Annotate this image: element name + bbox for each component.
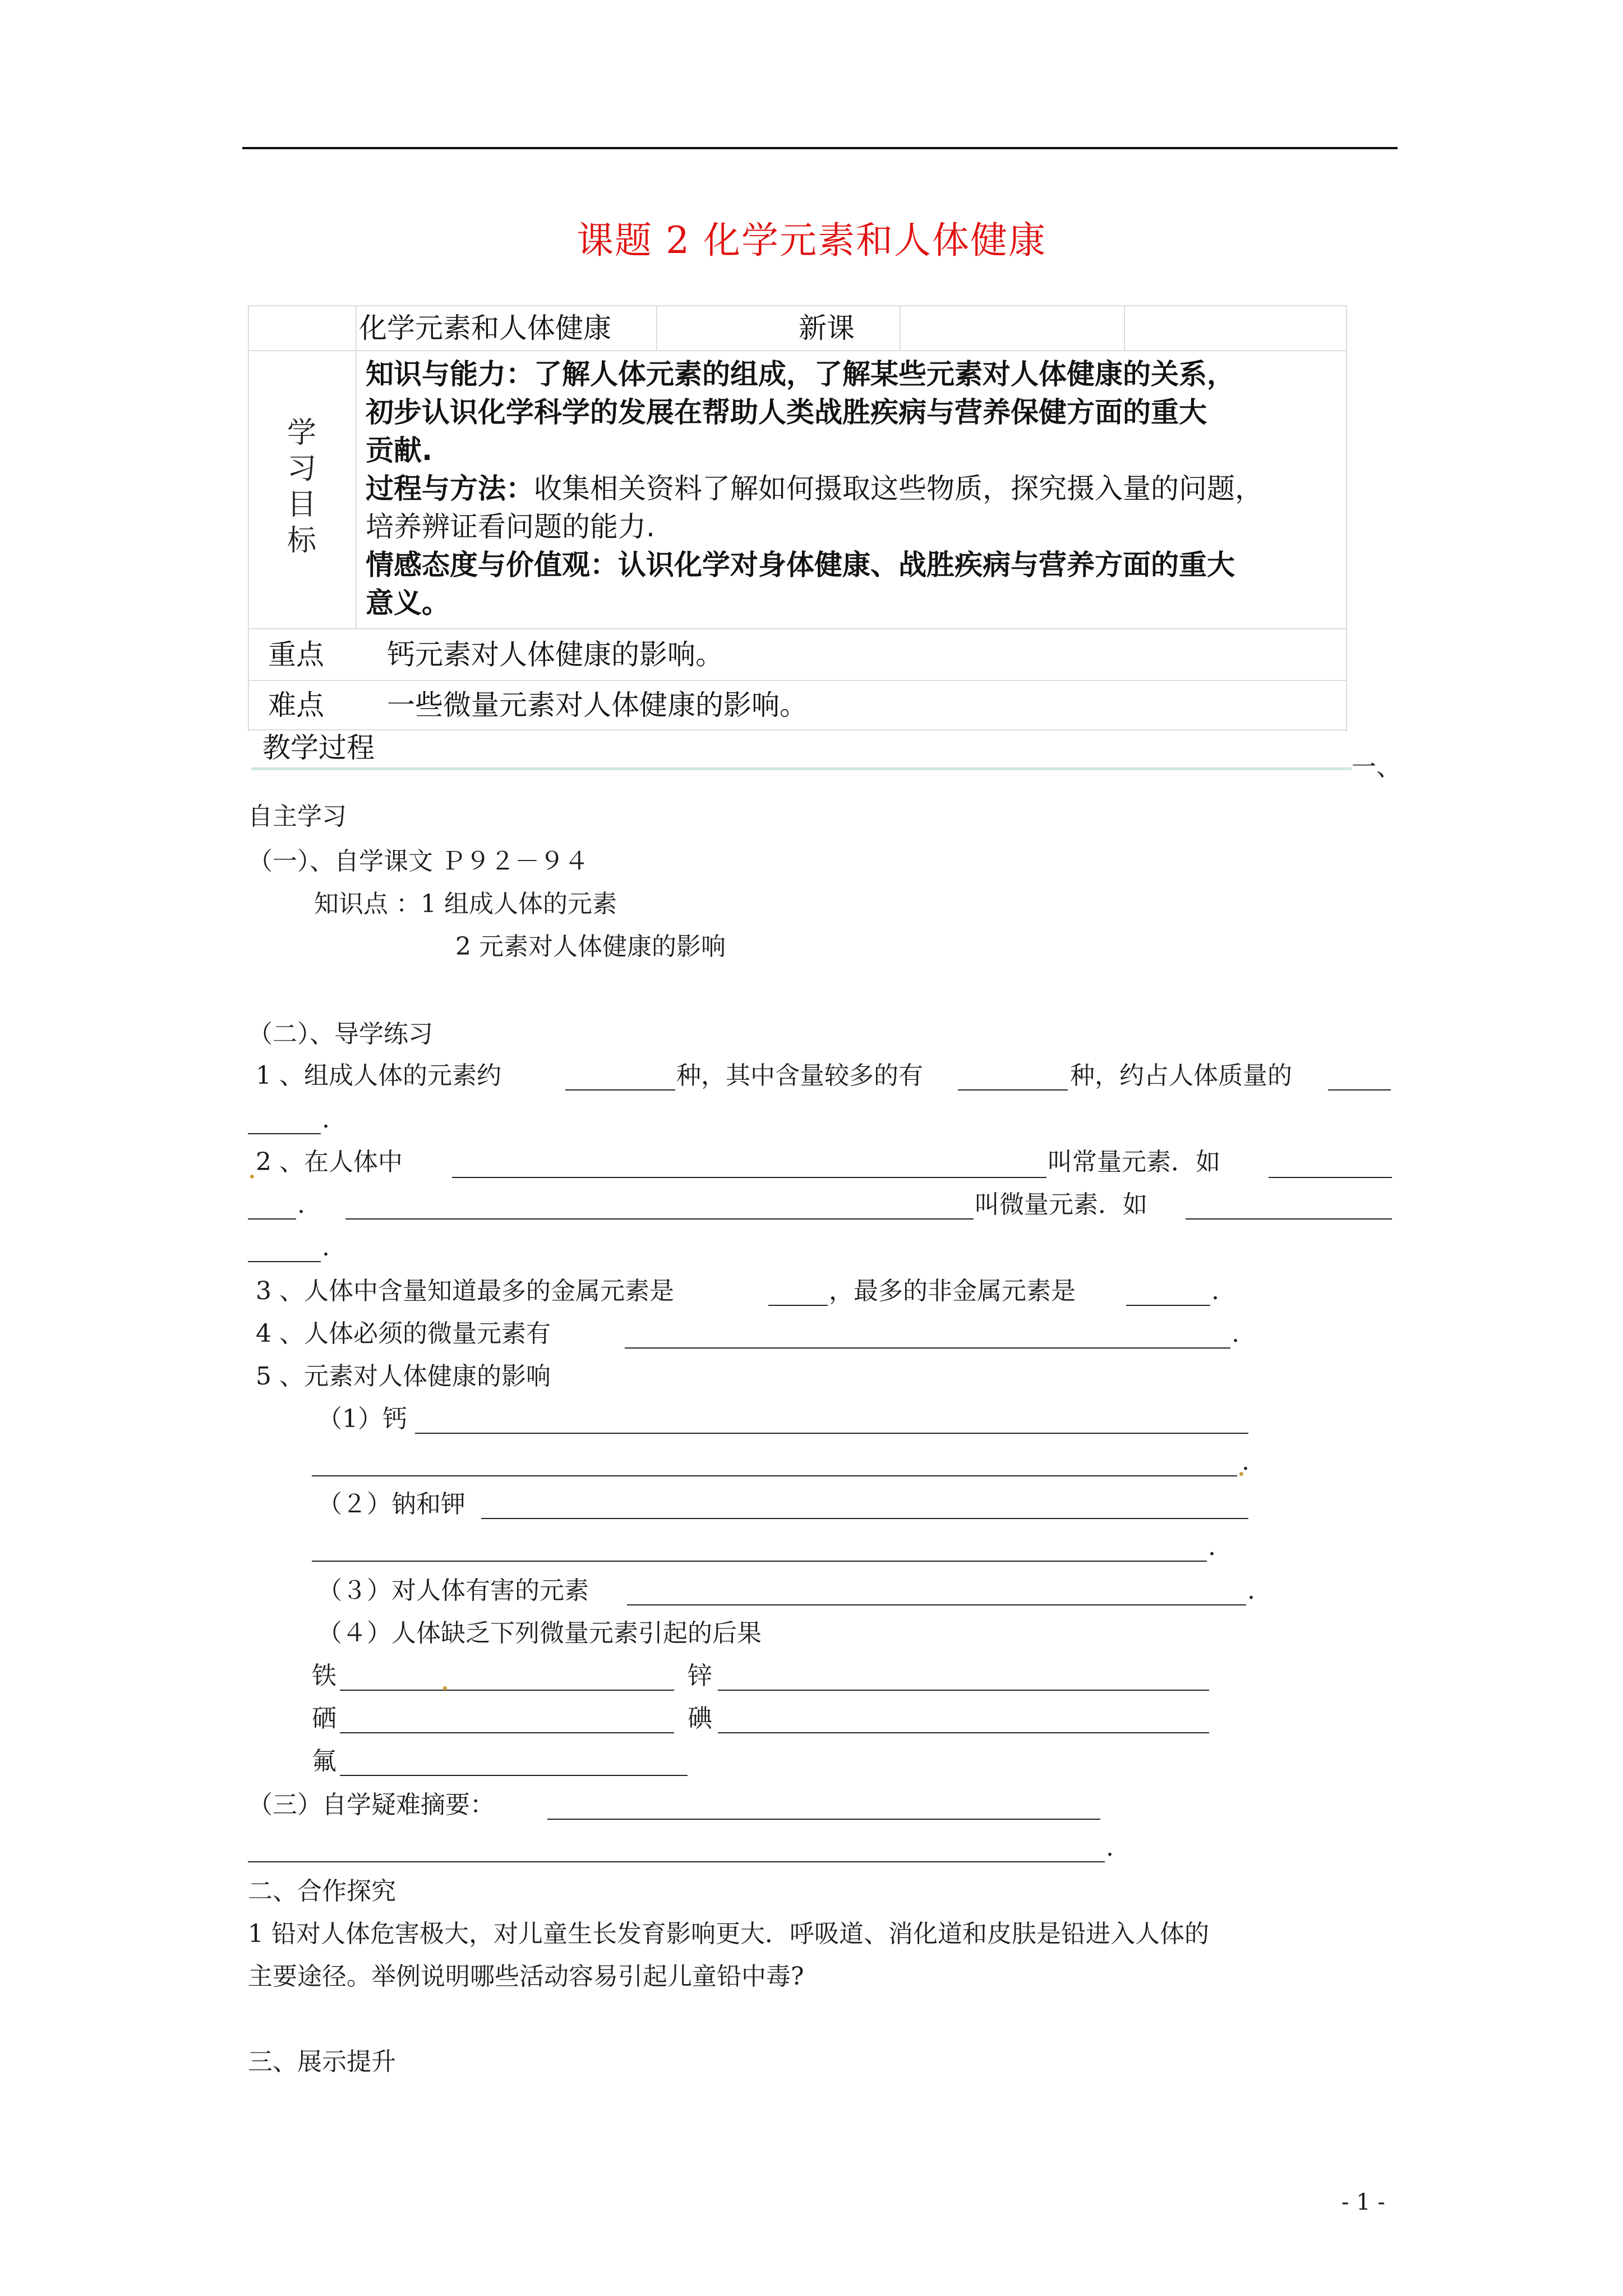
- blank[interactable]: [248, 1133, 321, 1134]
- lesson-info-table: [248, 305, 1346, 764]
- period: .: [1211, 1277, 1219, 1305]
- question-1-c: 种，约占人体质量的: [1070, 1061, 1292, 1090]
- goal-knowledge-l3: 贡献.: [366, 434, 432, 467]
- goal-process: 过程与方法：收集相关资料了解如何摄取这些物质，探究摄入量的问题，: [366, 472, 1263, 505]
- blank[interactable]: [248, 1261, 321, 1262]
- table-row-border: [248, 628, 1346, 629]
- blank[interactable]: [958, 1089, 1068, 1091]
- goal-attitude-l2: 意义。: [366, 587, 450, 619]
- blank[interactable]: [415, 1433, 1248, 1434]
- question-2-c: 叫微量元素．如: [975, 1190, 1147, 1219]
- section-2-title: 二、合作探究: [248, 1877, 396, 1906]
- table-col-border: [1124, 305, 1125, 350]
- section-1-prefix: 一、: [1352, 753, 1401, 781]
- goal-knowledge: 知识与能力：了解人体元素的组成，了解某些元素对人体健康的关系，: [366, 358, 1235, 390]
- table-top-border: [248, 305, 1346, 306]
- question-3-a: 3 、人体中含量知道最多的金属元素是: [256, 1277, 674, 1305]
- element-iron: 铁: [312, 1662, 336, 1690]
- table-right-border: [1346, 305, 1347, 731]
- element-fluorine: 氟: [312, 1747, 336, 1775]
- key-point-text: 钙元素对人体健康的影响。: [387, 638, 723, 671]
- section-2-paragraph-l2: 主要途径。举例说明哪些活动容易引起儿童铅中毒?: [248, 1962, 804, 1991]
- blank[interactable]: [340, 1732, 674, 1733]
- period: .: [322, 1233, 330, 1262]
- period: .: [1232, 1319, 1239, 1348]
- page-number: - 1 -: [1341, 2189, 1385, 2215]
- question-1-b: 种，其中含量较多的有: [676, 1061, 923, 1090]
- marker-dot: [443, 1686, 447, 1690]
- blank[interactable]: [718, 1732, 1209, 1733]
- blank[interactable]: [340, 1690, 674, 1691]
- section-3-title: 三、展示提升: [248, 2047, 396, 2076]
- blank[interactable]: [452, 1177, 1046, 1178]
- self-study-summary: （三）自学疑难摘要：: [248, 1791, 495, 1819]
- knowledge-point-2: 2 元素对人体健康的影响: [455, 932, 726, 961]
- guided-practice: （二）、导学练习: [248, 1020, 433, 1048]
- table-left-border: [248, 305, 249, 731]
- self-study-text: （一）、自学课文 Ｐ９２－９４: [248, 847, 589, 876]
- page-title: 课题 2 化学元素和人体健康: [577, 219, 1046, 262]
- section-2-paragraph-l1: 1 铅对人体危害极大，对儿童生长发育影响更大．呼吸道、消化道和皮肤是铅进入人体的: [248, 1920, 1209, 1948]
- blank[interactable]: [627, 1604, 1246, 1605]
- goals-label: 学 习 目 标: [287, 416, 316, 558]
- question-2-a: 2 、在人体中: [256, 1148, 403, 1176]
- table-col-border: [356, 305, 357, 628]
- blank[interactable]: [248, 1861, 1105, 1862]
- question-2-b: 叫常量元素．如: [1048, 1148, 1220, 1176]
- element-iodine: 碘: [688, 1704, 712, 1733]
- section-1-title: 自主学习: [248, 802, 347, 831]
- question-5-a: 5 、元素对人体健康的影响: [256, 1362, 551, 1391]
- divider: [251, 767, 1352, 770]
- blank[interactable]: [1328, 1089, 1391, 1091]
- goal-attitude: 情感态度与价值观：认识化学对身体健康、战胜疾病与营养方面的重大: [366, 549, 1235, 581]
- question-5-3: （３）对人体有害的元素: [317, 1576, 589, 1605]
- period: .: [1208, 1533, 1216, 1561]
- question-4-a: 4 、人体必须的微量元素有: [256, 1319, 551, 1348]
- period: .: [1106, 1833, 1114, 1862]
- table-row-border: [248, 350, 1346, 351]
- blank[interactable]: [1186, 1218, 1392, 1220]
- table-row-border: [248, 729, 1346, 730]
- blank[interactable]: [768, 1305, 828, 1306]
- blank[interactable]: [312, 1475, 1237, 1476]
- knowledge-point-1: 知识点 ：1 组成人体的元素: [314, 890, 617, 918]
- question-5-2: （２）钠和钾: [317, 1490, 465, 1519]
- key-point-label: 重点: [268, 638, 324, 671]
- blank[interactable]: [312, 1561, 1207, 1562]
- period: .: [322, 1105, 330, 1134]
- blank[interactable]: [1126, 1305, 1210, 1306]
- lesson-topic: 化学元素和人体健康: [359, 312, 611, 344]
- goal-process-l2: 培养辨证看问题的能力.: [366, 510, 655, 543]
- blank[interactable]: [345, 1218, 974, 1220]
- difficulty-text: 一些微量元素对人体健康的影响。: [387, 689, 808, 721]
- blank[interactable]: [565, 1089, 675, 1091]
- blank[interactable]: [547, 1819, 1100, 1820]
- blank[interactable]: [625, 1347, 1230, 1349]
- blank[interactable]: [481, 1518, 1248, 1519]
- blank[interactable]: [718, 1690, 1209, 1691]
- process-label: 教学过程: [262, 731, 375, 764]
- question-3-b: ，最多的非金属元素是: [829, 1277, 1076, 1305]
- question-5-4: （４）人体缺乏下列微量元素引起的后果: [317, 1619, 762, 1648]
- period: .: [297, 1190, 305, 1219]
- element-selenium: 硒: [312, 1704, 336, 1733]
- period: .: [1247, 1576, 1255, 1605]
- table-row-border: [248, 680, 1346, 681]
- question-5-1: （1）钙: [317, 1405, 407, 1433]
- blank[interactable]: [340, 1775, 688, 1776]
- marker-dot: [250, 1175, 254, 1179]
- blank[interactable]: [248, 1218, 296, 1220]
- blank[interactable]: [1269, 1177, 1392, 1178]
- difficulty-label: 难点: [268, 689, 324, 721]
- table-col-border: [900, 305, 901, 350]
- element-zinc: 锌: [688, 1662, 712, 1690]
- goal-knowledge-l2: 初步认识化学科学的发展在帮助人类战胜疾病与营养保健方面的重大: [366, 396, 1207, 429]
- table-col-border: [656, 305, 657, 350]
- period: .: [1242, 1447, 1249, 1476]
- lesson-type: 新课: [799, 312, 855, 344]
- question-1-a: 1 、组成人体的元素约: [256, 1061, 501, 1090]
- header-rule: [242, 147, 1398, 149]
